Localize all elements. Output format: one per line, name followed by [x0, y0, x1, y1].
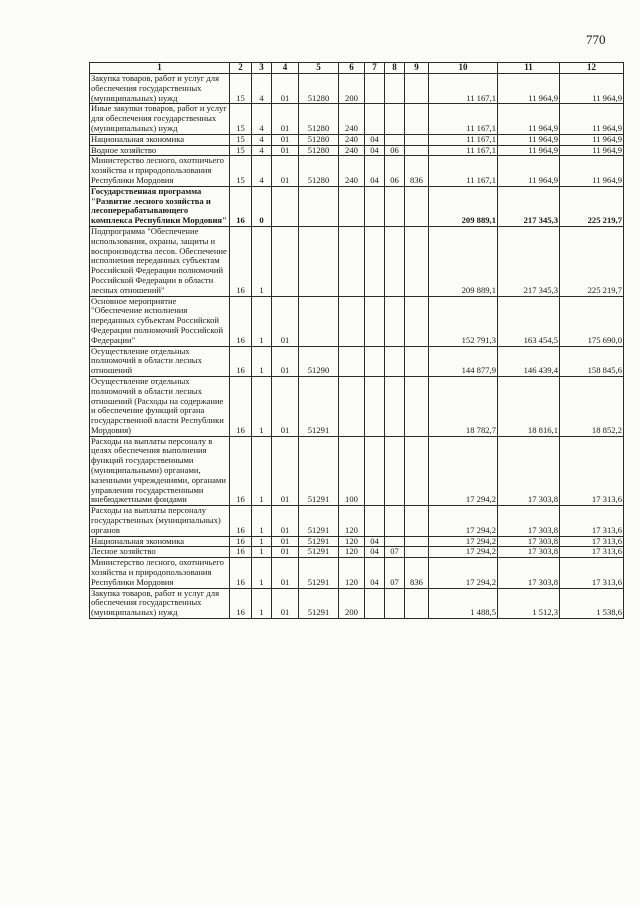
code-cell	[385, 376, 405, 436]
code-cell: 01	[272, 536, 299, 547]
code-cell	[365, 226, 385, 296]
code-cell: 16	[230, 506, 252, 536]
code-cell	[405, 536, 429, 547]
code-cell: 16	[230, 226, 252, 296]
row-name-cell: Осуществление отдельных полномочий в области лесных отношений	[90, 346, 230, 376]
code-cell: 06	[385, 156, 405, 186]
code-cell: 01	[272, 547, 299, 558]
code-cell: 16	[230, 547, 252, 558]
code-cell	[272, 226, 299, 296]
row-name-cell: Национальная экономика	[90, 536, 230, 547]
code-cell: 07	[385, 547, 405, 558]
code-cell: 200	[339, 74, 365, 104]
code-cell	[385, 296, 405, 346]
code-cell: 04	[365, 547, 385, 558]
code-cell: 16	[230, 536, 252, 547]
amount-cell: 17 294,2	[429, 536, 498, 547]
code-cell	[405, 186, 429, 226]
code-cell	[385, 588, 405, 618]
code-cell	[385, 536, 405, 547]
code-cell: 01	[272, 156, 299, 186]
code-cell: 51290	[299, 346, 339, 376]
code-cell: 01	[272, 145, 299, 156]
code-cell: 04	[365, 145, 385, 156]
amount-cell: 17 303,8	[498, 558, 560, 588]
table-row	[90, 376, 624, 436]
code-cell: 01	[272, 104, 299, 134]
code-cell: 15	[230, 145, 252, 156]
code-cell: 240	[339, 145, 365, 156]
code-cell: 51291	[299, 588, 339, 618]
code-cell: 06	[385, 145, 405, 156]
amount-cell: 18 782,7	[429, 376, 498, 436]
amount-cell: 11 167,1	[429, 156, 498, 186]
code-cell: 16	[230, 436, 252, 506]
amount-cell: 209 889,1	[429, 186, 498, 226]
code-cell: 1	[252, 226, 272, 296]
code-cell	[365, 74, 385, 104]
code-cell: 1	[252, 506, 272, 536]
code-cell: 51280	[299, 74, 339, 104]
code-cell: 4	[252, 145, 272, 156]
amount-cell: 11 964,9	[560, 145, 624, 156]
row-name-cell: Министерство лесного, охотничьего хозяйства и природопользования Республики Мордовия	[90, 156, 230, 186]
code-cell: 04	[365, 156, 385, 186]
code-cell: 1	[252, 588, 272, 618]
code-cell	[299, 186, 339, 226]
code-cell: 16	[230, 588, 252, 618]
code-cell: 51291	[299, 376, 339, 436]
amount-cell: 17 313,6	[560, 436, 624, 506]
code-cell: 16	[230, 346, 252, 376]
amount-cell: 1 538,6	[560, 588, 624, 618]
code-cell: 51280	[299, 156, 339, 186]
row-name-cell: Осуществление отдельных полномочий в области лесных отношений (Расходы на содержание и обеспечение функций органа государственной власти Республики Мордовия)	[90, 376, 230, 436]
column-header-12: 12	[560, 63, 624, 74]
table-row	[90, 74, 624, 104]
code-cell: 120	[339, 558, 365, 588]
row-name-cell: Расходы на выплаты персоналу в целях обеспечения выполнения функций государственными (муниципальными) органами, казенными учреждениями, органами управления государственными внебюджетными фондами	[90, 436, 230, 506]
table-row	[90, 134, 624, 145]
table-row	[90, 436, 624, 506]
code-cell	[385, 186, 405, 226]
amount-cell: 11 964,9	[560, 156, 624, 186]
row-name-cell: Расходы на выплаты персоналу государственных (муниципальных) органов	[90, 506, 230, 536]
table-row	[90, 104, 624, 134]
code-cell: 51291	[299, 536, 339, 547]
column-header-11: 11	[498, 63, 560, 74]
code-cell: 4	[252, 134, 272, 145]
code-cell: 01	[272, 588, 299, 618]
column-header-7: 7	[365, 63, 385, 74]
amount-cell: 217 345,3	[498, 186, 560, 226]
row-name-cell: Иные закупки товаров, работ и услуг для обеспечения государственных (муниципальных) нужд	[90, 104, 230, 134]
amount-cell: 163 454,5	[498, 296, 560, 346]
amount-cell: 11 167,1	[429, 134, 498, 145]
amount-cell: 11 964,9	[498, 74, 560, 104]
page-number: 770	[586, 32, 606, 47]
amount-cell: 11 964,9	[498, 145, 560, 156]
code-cell	[405, 145, 429, 156]
code-cell: 15	[230, 134, 252, 145]
code-cell	[385, 74, 405, 104]
code-cell	[339, 226, 365, 296]
code-cell: 100	[339, 436, 365, 506]
amount-cell: 209 889,1	[429, 226, 498, 296]
code-cell	[405, 346, 429, 376]
code-cell	[405, 296, 429, 346]
table-row	[90, 547, 624, 558]
code-cell: 1	[252, 436, 272, 506]
amount-cell: 17 313,6	[560, 558, 624, 588]
code-cell	[365, 436, 385, 506]
row-name-cell: Закупка товаров, работ и услуг для обеспечения государственных (муниципальных) нужд	[90, 74, 230, 104]
code-cell: 04	[365, 536, 385, 547]
code-cell	[405, 104, 429, 134]
amount-cell: 146 439,4	[498, 346, 560, 376]
amount-cell: 17 294,2	[429, 436, 498, 506]
code-cell	[339, 186, 365, 226]
code-cell: 16	[230, 186, 252, 226]
amount-cell: 11 964,9	[560, 104, 624, 134]
amount-cell: 17 303,8	[498, 506, 560, 536]
code-cell: 4	[252, 104, 272, 134]
code-cell: 07	[385, 558, 405, 588]
code-cell	[299, 296, 339, 346]
table-row	[90, 506, 624, 536]
table-row	[90, 186, 624, 226]
table-row	[90, 536, 624, 547]
code-cell	[385, 104, 405, 134]
amount-cell: 11 167,1	[429, 74, 498, 104]
code-cell	[339, 376, 365, 436]
amount-cell: 158 845,6	[560, 346, 624, 376]
code-cell: 120	[339, 506, 365, 536]
column-header-9: 9	[405, 63, 429, 74]
code-cell: 51291	[299, 506, 339, 536]
code-cell	[405, 376, 429, 436]
code-cell: 01	[272, 346, 299, 376]
amount-cell: 17 294,2	[429, 558, 498, 588]
code-cell: 01	[272, 558, 299, 588]
code-cell: 01	[272, 134, 299, 145]
code-cell: 0	[252, 186, 272, 226]
amount-cell: 11 964,9	[498, 156, 560, 186]
code-cell: 51280	[299, 104, 339, 134]
amount-cell: 17 303,8	[498, 536, 560, 547]
code-cell: 240	[339, 104, 365, 134]
code-cell	[405, 74, 429, 104]
code-cell: 04	[365, 134, 385, 145]
code-cell: 16	[230, 376, 252, 436]
code-cell: 01	[272, 376, 299, 436]
code-cell	[365, 296, 385, 346]
column-header-8: 8	[385, 63, 405, 74]
amount-cell: 11 167,1	[429, 145, 498, 156]
column-header-3: 3	[252, 63, 272, 74]
code-cell: 51280	[299, 134, 339, 145]
column-header-1: 1	[90, 63, 230, 74]
code-cell: 51291	[299, 436, 339, 506]
amount-cell: 225 219,7	[560, 226, 624, 296]
column-header-6: 6	[339, 63, 365, 74]
code-cell: 51280	[299, 145, 339, 156]
amount-cell: 11 167,1	[429, 104, 498, 134]
table-row	[90, 296, 624, 346]
code-cell	[405, 588, 429, 618]
code-cell: 836	[405, 558, 429, 588]
code-cell: 15	[230, 74, 252, 104]
code-cell	[385, 346, 405, 376]
row-name-cell: Водное хозяйство	[90, 145, 230, 156]
code-cell: 4	[252, 156, 272, 186]
table-row	[90, 558, 624, 588]
amount-cell: 225 219,7	[560, 186, 624, 226]
code-cell: 04	[365, 558, 385, 588]
budget-table	[89, 62, 624, 619]
code-cell	[405, 134, 429, 145]
code-cell	[299, 226, 339, 296]
row-name-cell: Министерство лесного, охотничьего хозяйства и природопользования Республики Мордовия	[90, 558, 230, 588]
amount-cell: 11 964,9	[498, 104, 560, 134]
amount-cell: 1 512,3	[498, 588, 560, 618]
amount-cell: 17 303,8	[498, 547, 560, 558]
amount-cell: 18 852,2	[560, 376, 624, 436]
amount-cell: 11 964,9	[498, 134, 560, 145]
code-cell	[385, 134, 405, 145]
code-cell: 01	[272, 74, 299, 104]
table-row	[90, 226, 624, 296]
code-cell: 200	[339, 588, 365, 618]
code-cell: 836	[405, 156, 429, 186]
row-name-cell: Государственная программа "Развитие лесного хозяйства и лесоперерабатывающего комплекса Республики Мордовия"	[90, 186, 230, 226]
code-cell: 15	[230, 156, 252, 186]
code-cell	[365, 588, 385, 618]
header-row	[90, 63, 624, 74]
code-cell: 1	[252, 376, 272, 436]
column-header-10: 10	[429, 63, 498, 74]
column-header-2: 2	[230, 63, 252, 74]
code-cell: 240	[339, 134, 365, 145]
code-cell: 16	[230, 558, 252, 588]
code-cell	[365, 186, 385, 226]
amount-cell: 17 303,8	[498, 436, 560, 506]
code-cell: 1	[252, 346, 272, 376]
code-cell: 51291	[299, 547, 339, 558]
row-name-cell: Основное мероприятие "Обеспечение исполнения переданных субъектам Российской Федерации полномочий Российской Федерации"	[90, 296, 230, 346]
amount-cell: 11 964,9	[560, 74, 624, 104]
table-row	[90, 156, 624, 186]
column-header-4: 4	[272, 63, 299, 74]
code-cell	[405, 436, 429, 506]
amount-cell: 217 345,3	[498, 226, 560, 296]
code-cell	[365, 376, 385, 436]
amount-cell: 175 690,0	[560, 296, 624, 346]
code-cell: 01	[272, 506, 299, 536]
row-name-cell: Национальная экономика	[90, 134, 230, 145]
code-cell: 16	[230, 296, 252, 346]
code-cell	[365, 346, 385, 376]
table-body	[90, 74, 624, 619]
code-cell: 240	[339, 156, 365, 186]
code-cell: 1	[252, 558, 272, 588]
code-cell: 1	[252, 547, 272, 558]
row-name-cell: Закупка товаров, работ и услуг для обеспечения государственных (муниципальных) нужд	[90, 588, 230, 618]
amount-cell: 1 488,5	[429, 588, 498, 618]
code-cell: 15	[230, 104, 252, 134]
amount-cell: 144 877,9	[429, 346, 498, 376]
code-cell	[339, 346, 365, 376]
code-cell	[365, 506, 385, 536]
code-cell: 1	[252, 536, 272, 547]
row-name-cell: Лесное хозяйство	[90, 547, 230, 558]
amount-cell: 18 816,1	[498, 376, 560, 436]
code-cell	[405, 506, 429, 536]
code-cell: 1	[252, 296, 272, 346]
amount-cell: 17 313,6	[560, 547, 624, 558]
amount-cell: 17 294,2	[429, 547, 498, 558]
table-row	[90, 346, 624, 376]
amount-cell: 17 294,2	[429, 506, 498, 536]
code-cell	[405, 226, 429, 296]
amount-cell: 152 791,3	[429, 296, 498, 346]
amount-cell: 17 313,6	[560, 506, 624, 536]
code-cell	[405, 547, 429, 558]
table-row	[90, 588, 624, 618]
table-row	[90, 145, 624, 156]
amount-cell: 11 964,9	[560, 134, 624, 145]
code-cell: 01	[272, 296, 299, 346]
amount-cell: 17 313,6	[560, 536, 624, 547]
code-cell: 120	[339, 536, 365, 547]
code-cell	[339, 296, 365, 346]
code-cell	[272, 186, 299, 226]
row-name-cell: Подпрограмма "Обеспечение использования, охраны, защиты и воспроизводства лесов. Обеспечение исполнения переданных субъектам Российской Федерации полномочий Российской Федерации в области лесных отношений"	[90, 226, 230, 296]
code-cell	[365, 104, 385, 134]
column-header-5: 5	[299, 63, 339, 74]
code-cell: 01	[272, 436, 299, 506]
code-cell	[385, 436, 405, 506]
code-cell: 4	[252, 74, 272, 104]
code-cell: 120	[339, 547, 365, 558]
code-cell: 51291	[299, 558, 339, 588]
code-cell	[385, 506, 405, 536]
code-cell	[385, 226, 405, 296]
